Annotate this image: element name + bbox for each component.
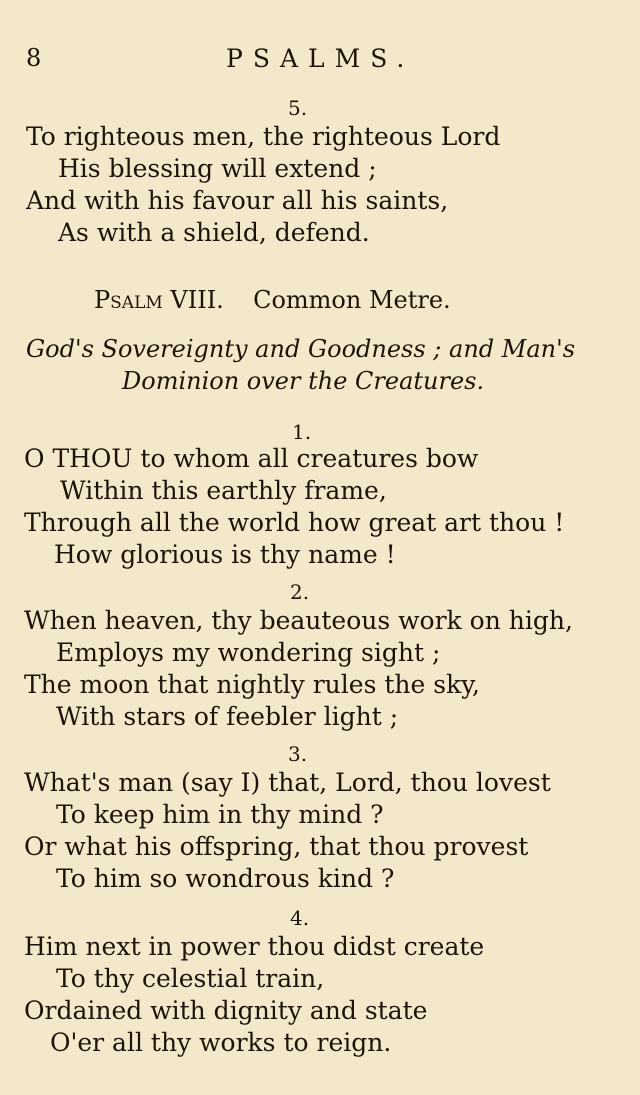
verse-line: Employs my wondering sight ; — [56, 638, 441, 667]
verse-line: Within this earthly frame, — [60, 476, 387, 505]
stanza-number: 1. — [292, 420, 312, 444]
stanza-number: 5. — [288, 96, 308, 120]
verse-line: When heaven, thy beauteous work on high, — [24, 606, 573, 635]
psalm-subtitle: Dominion over the Creatures. — [122, 367, 485, 395]
verse-line: And with his favour all his saints, — [26, 186, 449, 215]
verse-line: Him next in power thou didst create — [24, 932, 485, 961]
psalm-subtitle: God's Sovereignty and Goodness ; and Man's — [26, 335, 576, 363]
running-head: PSALMS. — [226, 44, 415, 73]
psalm-number: Psalm VIII. — [94, 286, 224, 314]
verse-line: As with a shield, defend. — [58, 218, 370, 247]
page-header — [26, 44, 586, 78]
psalm-metre: Common Metre. — [253, 286, 451, 314]
verse-line: To keep him in thy mind ? — [56, 800, 384, 829]
psalm-title — [94, 286, 451, 314]
verse-line: To righteous men, the righteous Lord — [26, 122, 501, 151]
verse-line: How glorious is thy name ! — [54, 540, 396, 569]
verse-line: O'er all thy works to reign. — [50, 1028, 392, 1057]
verse-line: Through all the world how great art thou ! — [24, 508, 565, 537]
stanza-number: 2. — [290, 580, 310, 604]
verse-line: To him so wondrous kind ? — [56, 864, 395, 893]
verse-line: O THOU to whom all creatures bow — [24, 444, 479, 473]
page-number: 8 — [26, 44, 42, 72]
verse-line: The moon that nightly rules the sky, — [24, 670, 480, 699]
verse-line: His blessing will extend ; — [58, 154, 377, 183]
verse-line: What's man (say I) that, Lord, thou lovest — [24, 768, 551, 797]
verse-line: With stars of feebler light ; — [56, 702, 399, 731]
verse-line: Ordained with dignity and state — [24, 996, 428, 1025]
verse-line: Or what his offspring, that thou provest — [24, 832, 529, 861]
stanza-number: 3. — [288, 742, 308, 766]
stanza-number: 4. — [290, 906, 310, 930]
verse-line: To thy celestial train, — [56, 964, 325, 993]
